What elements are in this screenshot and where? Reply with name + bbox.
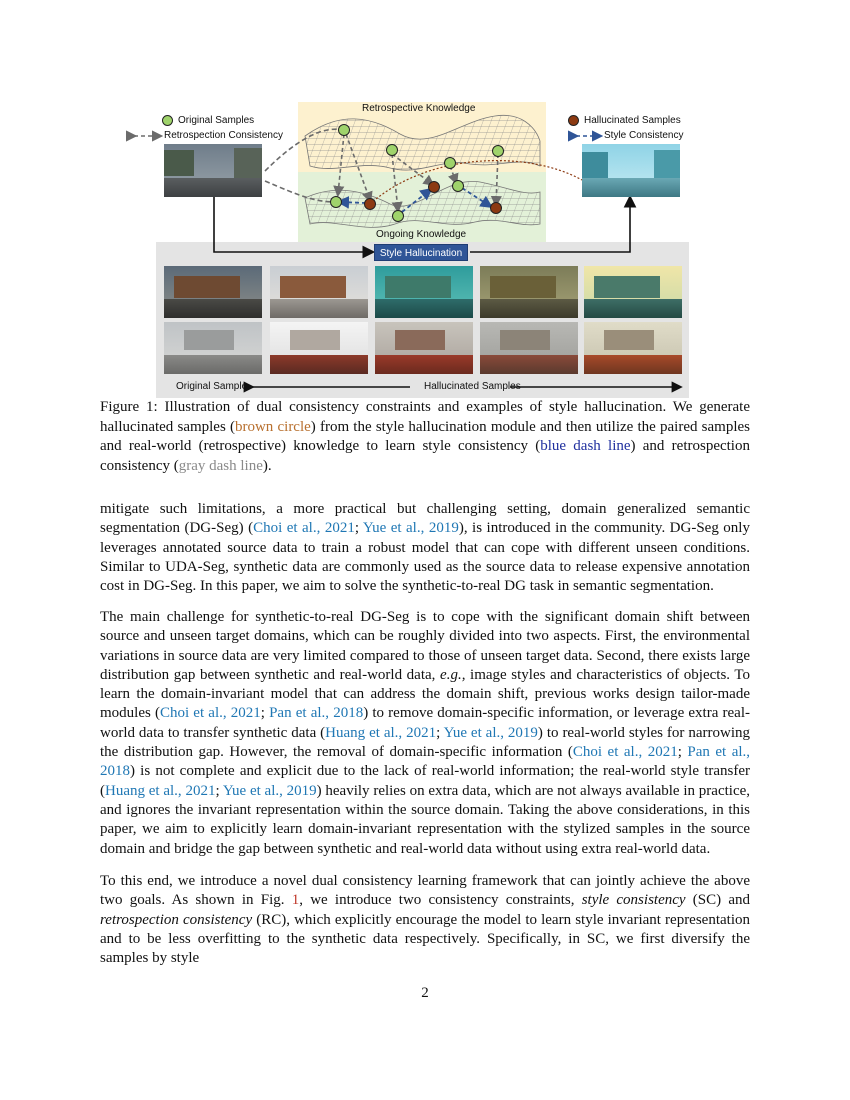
caption-blue-dash: blue dash line <box>540 438 631 454</box>
legend-retrospection: Retrospection Consistency <box>164 130 283 141</box>
citation-link[interactable]: Huang et al., 2021 <box>105 782 216 799</box>
original-point <box>493 146 504 157</box>
hallucinated-point <box>491 203 502 214</box>
citation-link[interactable]: Pan et al., 2018 <box>100 744 751 780</box>
original-point <box>331 197 342 208</box>
original-point <box>453 181 464 192</box>
legend-style-consistency: Style Consistency <box>604 130 684 141</box>
example-image <box>164 266 262 318</box>
citation-link[interactable]: Pan et al., 2018 <box>269 705 364 722</box>
citation-link[interactable]: Choi et al., 2021 <box>572 744 678 761</box>
legend-hallucinated <box>568 115 681 126</box>
legend-original-text: Original Samples <box>178 115 255 126</box>
hallucinated-point <box>365 199 376 210</box>
citation-link[interactable]: Huang et al., 2021 <box>325 724 437 741</box>
ongoing-knowledge-label: Ongoing Knowledge <box>376 229 467 240</box>
figure-ref-link[interactable]: 1 <box>291 892 300 909</box>
legend-original <box>162 115 254 126</box>
original-point <box>393 211 404 222</box>
figure-caption <box>100 398 750 476</box>
caption-text: ). <box>262 457 272 474</box>
citation-link[interactable]: Yue et al., 2019 <box>222 782 317 799</box>
green-circle-icon <box>162 115 173 126</box>
caption-text: ) and retrospection consistency ( <box>100 438 750 474</box>
brown-circle-icon <box>568 115 579 126</box>
citation-link[interactable]: Yue et al., 2019 <box>362 520 459 537</box>
figure-1 <box>100 96 750 400</box>
original-point <box>387 145 398 156</box>
example-image <box>584 266 682 318</box>
caption-brown-circle: brown circle <box>234 418 311 435</box>
example-image <box>270 322 368 374</box>
example-image <box>480 322 578 374</box>
citation-link[interactable]: Choi et al., 2021 <box>159 705 261 722</box>
paragraph-1: mitigate such limitations, a more practical but challenging setting, domain generalized semantic segmentation (DG-Seg) (Choi et al., 2021; Yue et al., 2019), is introduced in the community. DG-Seg only leverages annotated source data to train a robust model that can cope with different unseen conditions. Similar to UDA-Seg, synthetic data are commonly used as the source data to release expensive annotation cost in DG-Seg. In this paper, we aim to solve the synthetic-to-real DG task in semantic segmentation. <box>100 501 750 595</box>
hallucinated-samples-label: Hallucinated Samples <box>424 381 521 392</box>
original-point <box>339 125 350 136</box>
paragraph-2: The main challenge for synthetic-to-real DG-Seg is to cope with the significant domain shift between source and unseen target domains, which can be roughly divided into two aspects. First, the environmental variations in source data are very limited compared to those of unseen target data. Second, there exists large distribution gap between synthetic and real-world data, e.g., image styles and characteristics of objects. To learn the domain-invariant model that can address the domain shift, previous works design tailor-made modules (Choi et al., 2021; Pan et al., 2018) to remove domain-specific information, or leverage extra real-world data to transfer synthetic data (Huang et al., 2021; Yue et al., 2019) to real-world styles for narrowing the distribution gap. However, the removal of domain-specific information (Choi et al., 2021; Pan et al., 2018) is not complete and explicit due to the lack of real-world information; the real-world style transfer (Huang et al., 2021; Yue et al., 2019) heavily relies on extra data, which are not always available in practice, and ignores the invariant representation within the source domain. Taking the above considerations, in this paper, we aim to explicitly learn domain-invariant representation with the stylized samples in the source domain and bridge the gap between synthetic and real-world data without using extra real-world data. <box>100 609 751 857</box>
original-point <box>445 158 456 169</box>
caption-gray-dash: gray dash line <box>178 457 263 474</box>
example-image <box>584 322 682 374</box>
paragraph-3: To this end, we introduce a novel dual consistency learning framework that can jointly achieve the above two goals. As shown in Fig. 1, we introduce two consistency constraints, style consistency (SC) and retrospection consistency (RC), which explicitly encourage the model to learn style invariant representation and to be less overfitting to the synthetic data respectively. Specifically, in SC, we first diversify the samples by style <box>100 873 750 967</box>
original-sample-label: Original Sample <box>176 381 248 392</box>
example-image <box>270 266 368 318</box>
example-image <box>375 322 473 374</box>
style-hallucination-module: Style Hallucination <box>374 244 468 261</box>
caption-text: ) from the style hallucination module and then utilize the paired samples and real-world (retrospective) knowledge to learn style consistency ( <box>100 418 750 454</box>
citation-link[interactable]: Choi et al., 2021 <box>253 520 355 537</box>
citation-link[interactable]: Yue et al., 2019 <box>443 724 538 741</box>
example-image <box>164 322 262 374</box>
legend-hallucinated-text: Hallucinated Samples <box>584 115 681 126</box>
example-image <box>375 266 473 318</box>
page-number: 2 <box>421 985 429 1001</box>
hallucinated-point <box>429 182 440 193</box>
hallucinated-sample-image <box>582 144 680 197</box>
caption-text: Figure 1: Illustration of dual consistency constraints and examples of style hallucination. We generate hallucinated samples ( <box>100 399 750 435</box>
original-sample-image <box>164 144 262 197</box>
example-image <box>480 266 578 318</box>
retro-knowledge-label: Retrospective Knowledge <box>362 103 476 114</box>
